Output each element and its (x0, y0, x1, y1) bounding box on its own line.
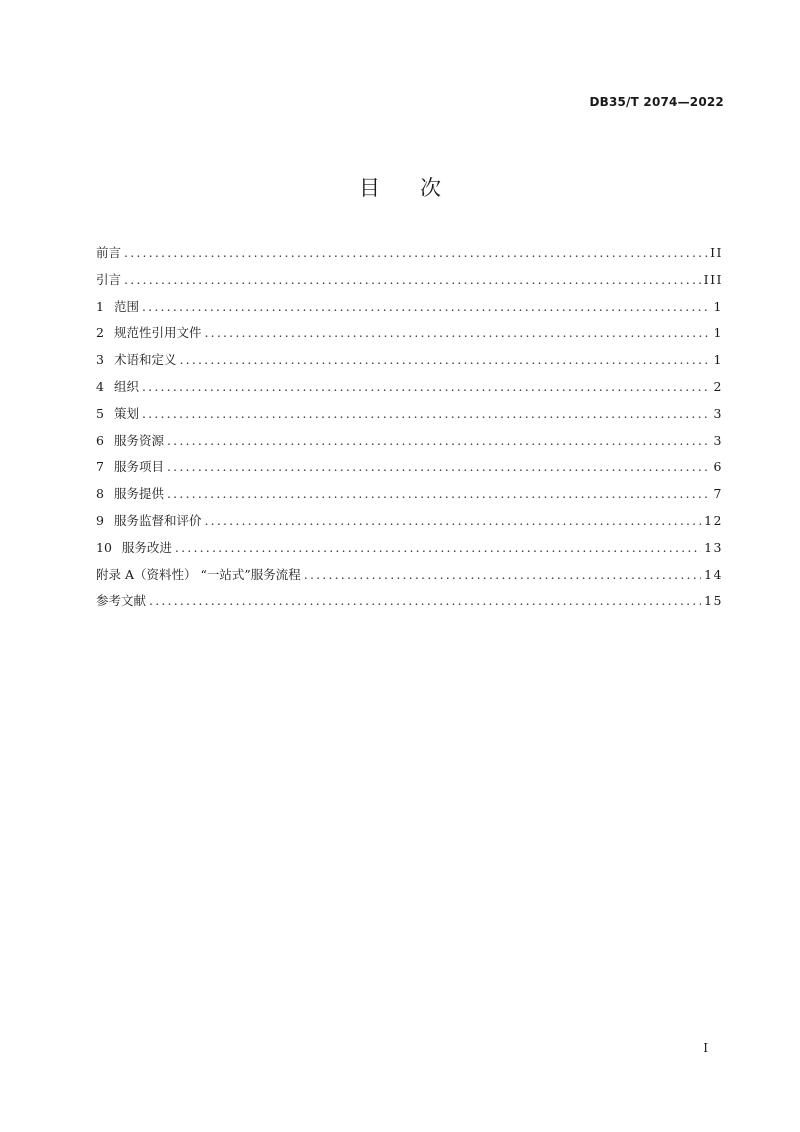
toc-entry-page: 6 (713, 459, 723, 475)
toc-entry-number: 3 (96, 352, 104, 368)
toc-entry-service-improvement[interactable] (96, 535, 723, 562)
toc-entry-page: II (710, 245, 723, 260)
toc-entry-normative-references[interactable] (96, 320, 723, 347)
standard-code: DB35/T 2074—2022 (589, 95, 724, 109)
toc-entry-page: 1 (713, 298, 723, 314)
toc-entry-page: 2 (713, 378, 723, 394)
toc-entry-number: 1 (96, 298, 104, 314)
toc-entry-label: 规范性引用文件 (113, 325, 202, 341)
toc-entry-number: 8 (96, 486, 104, 502)
toc-entry-page: 3 (713, 432, 723, 448)
toc-entry-label: 术语和定义 (113, 352, 177, 368)
toc-entry-scope[interactable] (96, 294, 723, 321)
toc-entry-supervision-evaluation[interactable] (96, 508, 723, 535)
toc-entry-label: 服务项目 (113, 459, 164, 475)
toc-entry-label: 服务提供 (113, 486, 164, 502)
dot-leader (124, 267, 701, 294)
toc-entry-number: 7 (96, 459, 104, 475)
toc-entry-terms-definitions[interactable] (96, 347, 723, 374)
dot-leader (204, 508, 701, 535)
toc-entry-bibliography[interactable] (96, 588, 723, 615)
dot-leader (175, 535, 701, 562)
dot-leader (167, 428, 711, 455)
toc-entry-number: 9 (96, 512, 104, 528)
toc-entry-page: 7 (713, 486, 723, 502)
toc-entry-foreword[interactable] (96, 240, 723, 267)
toc-entry-service-items[interactable] (96, 454, 723, 481)
dot-leader (204, 320, 710, 347)
toc-entry-label: 范围 (113, 298, 139, 314)
toc-title-char-1: 目 (359, 176, 380, 200)
toc-entry-label: 引言 (96, 271, 122, 287)
toc-entry-planning[interactable] (96, 401, 723, 428)
toc-entry-number: 2 (96, 325, 104, 341)
dot-leader (142, 374, 711, 401)
dot-leader (124, 240, 707, 267)
toc-entry-organization[interactable] (96, 374, 723, 401)
dot-leader (142, 401, 711, 428)
dot-leader (304, 562, 701, 589)
toc-entry-label: 组织 (113, 378, 139, 394)
toc-title-char-2: 次 (420, 176, 441, 200)
toc-entry-label: 服务监督和评价 (113, 512, 202, 528)
toc-entry-label: 服务资源 (113, 432, 164, 448)
toc-entry-page: III (703, 271, 723, 287)
toc-entry-page: 12 (704, 512, 723, 528)
toc-entry-page: 1 (713, 352, 723, 368)
dot-leader (142, 294, 711, 321)
toc-entry-introduction[interactable] (96, 267, 723, 294)
toc-entry-page: 15 (704, 593, 723, 609)
dot-leader (167, 454, 711, 481)
toc-entry-number: 4 (96, 378, 104, 394)
toc-entry-appendix-a[interactable] (96, 562, 723, 589)
toc-entry-service-resources[interactable] (96, 428, 723, 455)
toc-entry-label: 参考文献 (96, 593, 147, 609)
toc-entry-label: 服务改进 (121, 539, 172, 555)
toc-entry-label: 附录 A（资料性） “一站式”服务流程 (96, 566, 301, 582)
toc-entry-number: 6 (96, 432, 104, 448)
dot-leader (167, 481, 711, 508)
toc-list (96, 240, 723, 615)
page-number: I (703, 1041, 708, 1055)
toc-entry-page: 13 (704, 539, 723, 555)
toc-entry-page: 1 (713, 325, 723, 341)
toc-entry-page: 3 (713, 405, 723, 421)
toc-entry-page: 14 (704, 566, 723, 582)
toc-entry-label: 前言 (96, 245, 122, 260)
toc-entry-number: 5 (96, 405, 104, 421)
dot-leader (149, 588, 701, 615)
toc-title (0, 172, 800, 202)
toc-entry-number: 10 (96, 539, 112, 555)
dot-leader (179, 347, 710, 374)
toc-entry-service-provision[interactable] (96, 481, 723, 508)
toc-entry-label: 策划 (113, 405, 139, 421)
